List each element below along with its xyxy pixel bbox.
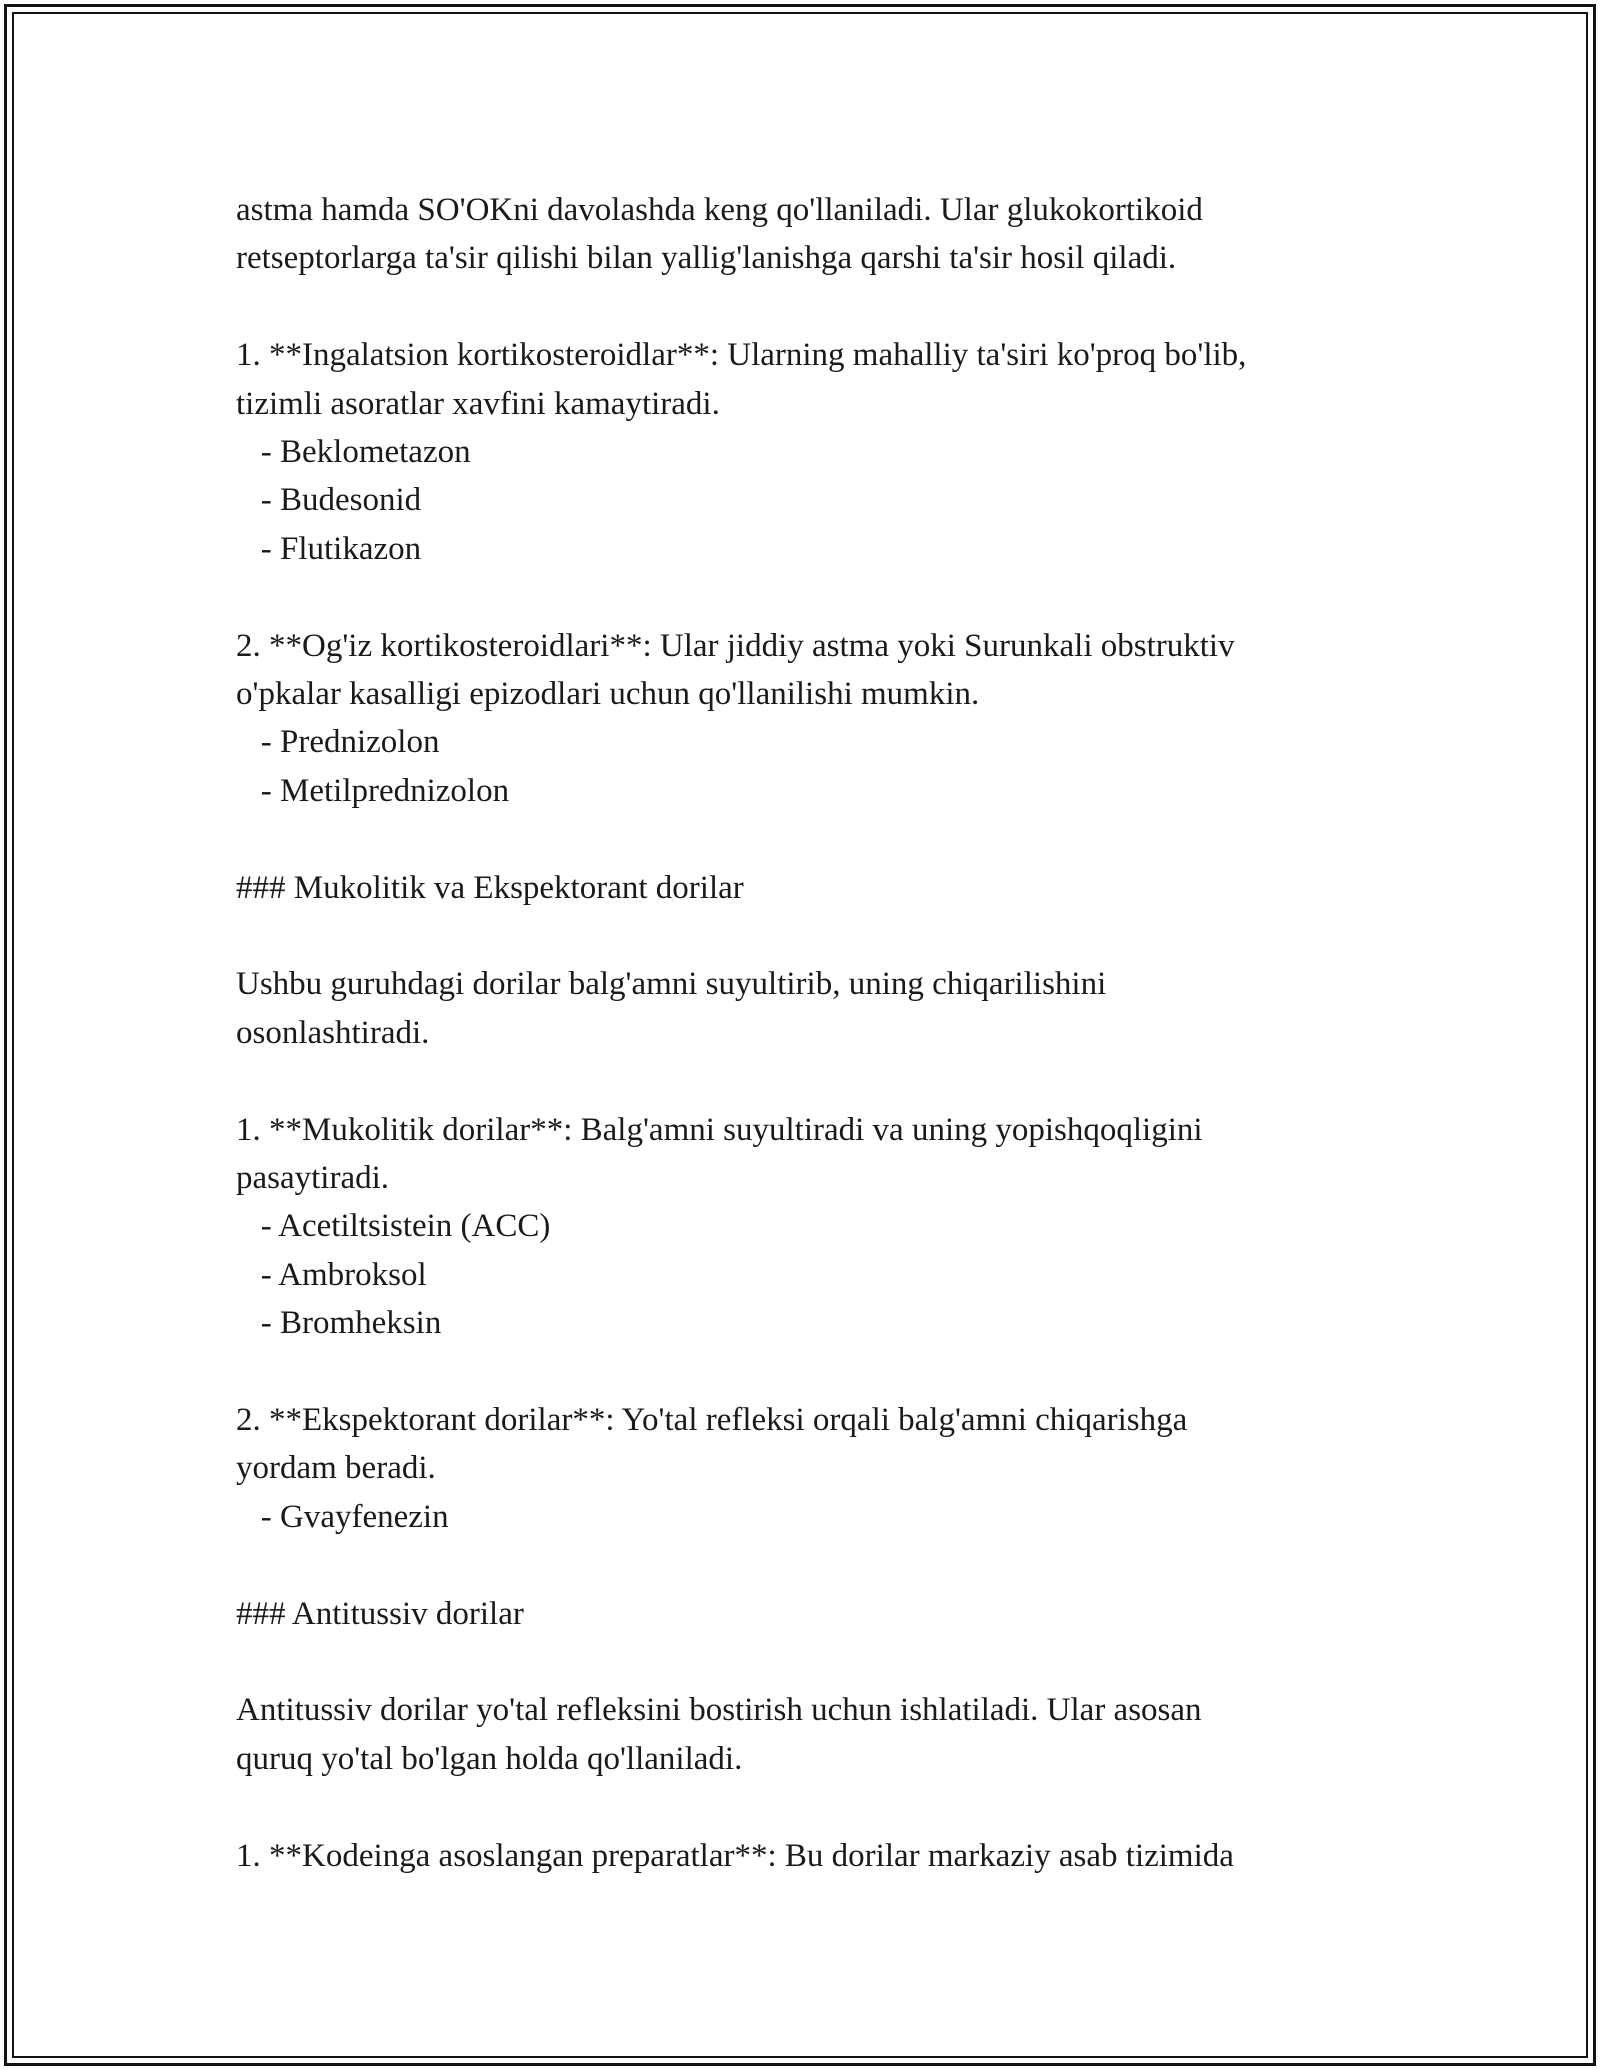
- text-line: astma hamda SO'OKni davolashda keng qo'llaniladi. Ular glukokortikoid: [236, 192, 1203, 228]
- bullet-item: - Metilprednizolon: [236, 772, 510, 809]
- blank-line: [236, 573, 1386, 621]
- text-line: quruq yo'tal bo'lgan holda qo'llaniladi.: [236, 1740, 743, 1777]
- blank-line: [236, 1057, 1386, 1105]
- text-line: pasaytiradi.: [236, 1160, 390, 1197]
- section-heading: ### Mukolitik va Ekspektorant dorilar: [236, 869, 744, 906]
- bullet-item: - Flutikazon: [236, 530, 422, 567]
- bullet-item: - Ambroksol: [236, 1256, 427, 1293]
- text-line: yordam beradi.: [236, 1450, 436, 1487]
- bullet-item: - Bromheksin: [236, 1305, 442, 1342]
- blank-line: [236, 1348, 1386, 1396]
- bullet-item: - Beklometazon: [236, 434, 471, 471]
- blank-line: [236, 1541, 1386, 1589]
- blank-line: [236, 1638, 1386, 1686]
- numbered-item: 1. **Ingalatsion kortikosteroidlar**: Ularning mahalliy ta'siri ko'proq bo'lib,: [236, 337, 1247, 374]
- numbered-item: 1. **Kodeinga asoslangan preparatlar**: Bu dorilar markaziy asab tizimida: [236, 1837, 1234, 1874]
- section-heading: ### Antitussiv dorilar: [236, 1595, 524, 1632]
- bullet-item: - Prednizolon: [236, 724, 440, 761]
- text-line: osonlashtiradi.: [236, 1014, 430, 1051]
- document-body: [236, 186, 1386, 1880]
- numbered-item: 2. **Og'iz kortikosteroidlari**: Ular jiddiy astma yoki Surunkali obstruktiv: [236, 627, 1235, 664]
- blank-line: [236, 1783, 1386, 1831]
- numbered-item: 1. **Mukolitik dorilar**: Balg'amni suyultiradi va uning yopishqoqligini: [236, 1111, 1203, 1148]
- text-line: Ushbu guruhdagi dorilar balg'amni suyultirib, uning chiqarilishini: [236, 966, 1107, 1003]
- blank-line: [236, 912, 1386, 960]
- text-line: retseptorlarga ta'sir qilishi bilan yallig'lanishga qarshi ta'sir hosil qiladi.: [236, 240, 1177, 277]
- text-line: tizimli asoratlar xavfini kamaytiradi.: [236, 385, 720, 422]
- bullet-item: - Acetiltsistein (ACC): [236, 1208, 551, 1245]
- text-line: Antitussiv dorilar yo'tal refleksini bostirish uchun ishlatiladi. Ular asosan: [236, 1692, 1202, 1729]
- numbered-item: 2. **Ekspektorant dorilar**: Yo'tal refleksi orqali balg'amni chiqarishga: [236, 1402, 1188, 1439]
- blank-line: [236, 815, 1386, 863]
- bullet-item: - Budesonid: [236, 482, 422, 519]
- bullet-item: - Gvayfenezin: [236, 1498, 449, 1535]
- blank-line: [236, 283, 1386, 331]
- text-line: o'pkalar kasalligi epizodlari uchun qo'llanilishi mumkin.: [236, 676, 980, 713]
